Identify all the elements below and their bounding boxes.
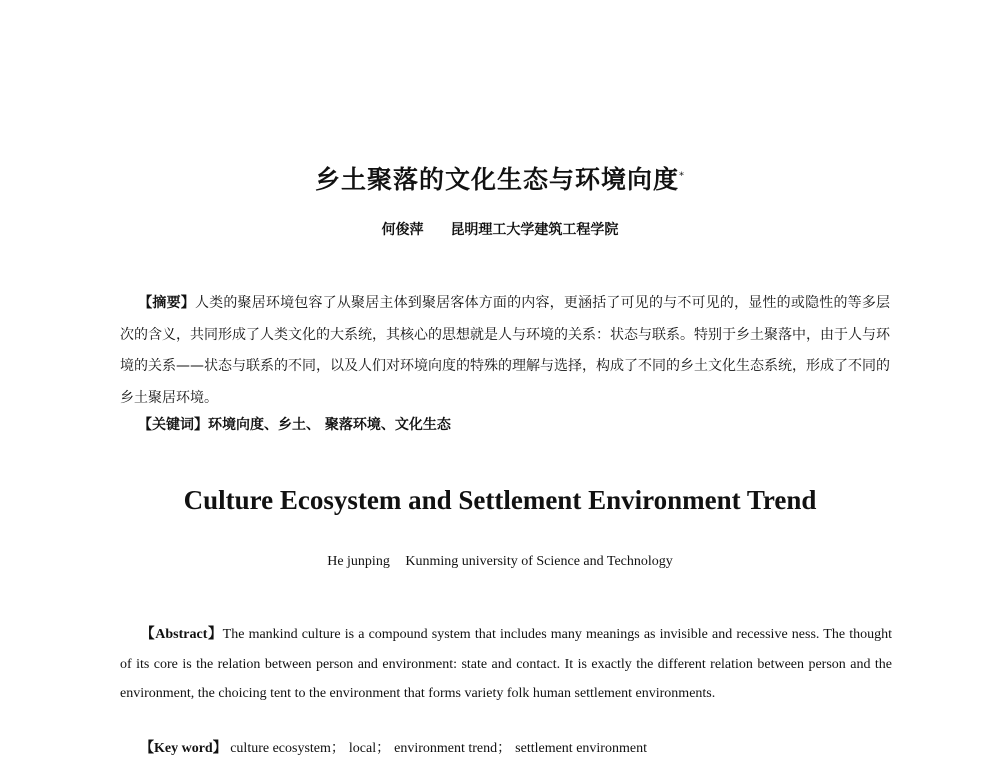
english-byline [0,554,1000,570]
chinese-title [0,160,1000,196]
english-keyword: environment trend； [394,741,512,756]
chinese-abstract-tag: 【摘要】 [138,295,195,311]
english-affiliation: Kunming university of Science and Technology [405,554,673,569]
english-keywords-tag: 【Key word】 [140,741,227,756]
english-title: Culture Ecosystem and Settlement Environment Trend [183,485,817,515]
chinese-abstract-text: 人类的聚居环境包容了从聚居主体到聚居客体方面的内容，更涵括了可见的与不可见的，显性的或隐性的等多层次的含义，共同形成了人类文化的大系统，其核心的思想就是人与环境的关系：状态与联系。特别于乡土聚落中，由于人与环境的关系——状态与联系的不同，以及人们对环境向度的特殊的理解与选择，构成了不同的乡土文化生态系统，形成了不同的乡土聚居环境。 [120,295,891,406]
english-abstract-text: The mankind culture is a compound system that includes many meanings as invisible and recessive ness. The thought of its core is the relation between person and environment: state and contact. It is exactly the different relation between person and the environment, the choicing tent to the environment that forms variety folk human settlement environments. [120,627,892,701]
chinese-author: 何俊萍 [381,222,424,238]
chinese-title-text: 乡土聚落的文化生态与环境向度 [314,165,679,194]
chinese-abstract [120,288,890,414]
english-keyword: settlement environment [515,741,647,756]
title-footnote-mark: * [679,170,685,182]
english-author: He junping [327,554,390,569]
english-keywords [140,739,900,759]
chinese-keywords [138,414,898,436]
chinese-keywords-tag: 【关键词】 [138,417,208,433]
chinese-affiliation: 昆明理工大学建筑工程学院 [450,222,619,238]
english-keyword: culture ecosystem； [230,741,345,756]
english-keyword: local； [348,741,391,756]
english-abstract-tag: 【Abstract】 [140,627,223,642]
chinese-byline [0,219,1000,239]
chinese-keywords-text: 环境向度、乡土、 聚落环境、文化生态 [208,417,451,433]
english-abstract [120,620,892,709]
